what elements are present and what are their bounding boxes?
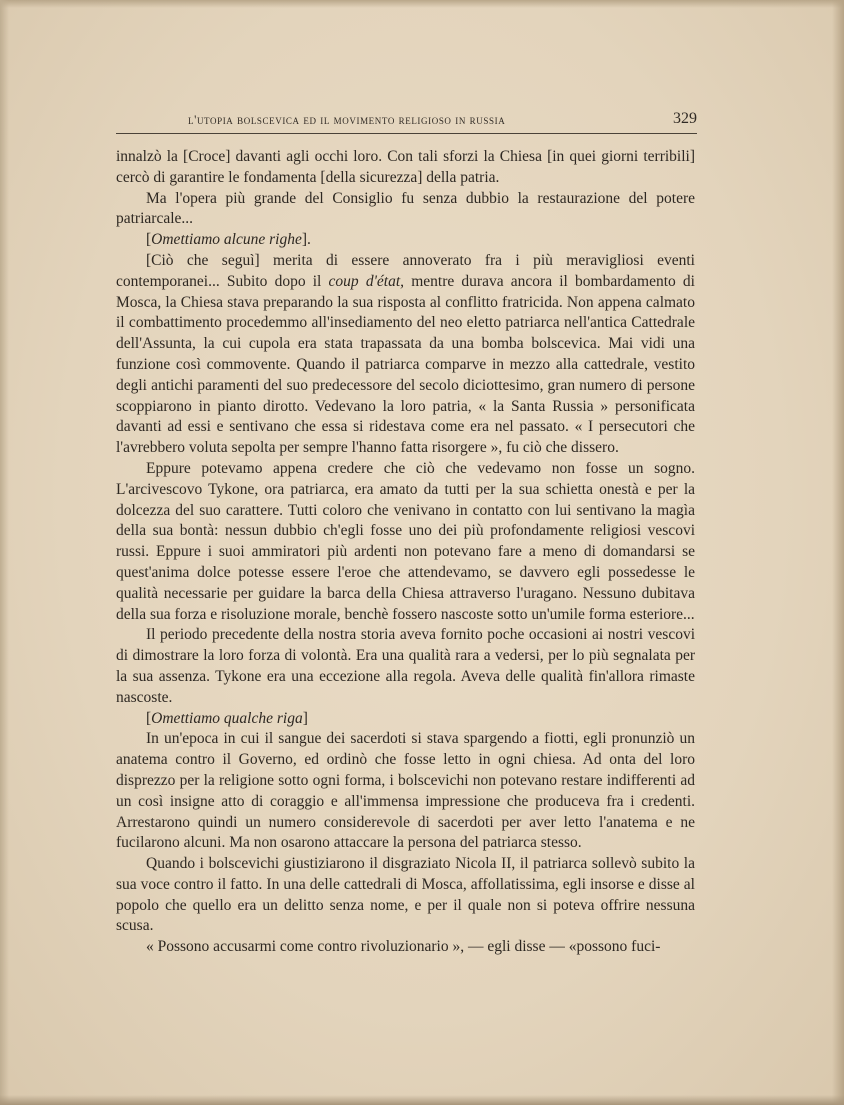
text-run: innalzò la [Croce] davanti agli occhi loro. Con tali sforzi la Chiesa [in quei giorni terribili] cercò di garantire le fondamenta [della sicurezza] della patria. [116, 148, 695, 186]
italic-text: Omettiamo alcune righe [151, 231, 302, 249]
paragraph [116, 459, 695, 625]
italic-text: Omettiamo qualche riga [151, 709, 303, 727]
text-run: [ [146, 231, 152, 249]
page-edge-shadow-left [0, 0, 9, 1105]
text-run: Ma l'opera più grande del Consiglio fu senza dubbio la restaurazione del potere patriarcale... [116, 189, 695, 228]
paragraph [116, 854, 695, 937]
header-rule [116, 133, 697, 134]
paragraph [116, 709, 695, 730]
paragraph [116, 251, 695, 459]
paragraph [116, 937, 695, 958]
text-run: [ [146, 709, 152, 727]
text-run: Eppure potevamo appena credere che ciò che vedevamo non fosse un sogno. L'arcivescovo Tykone, ora patriarca, era amato da tutti per la sua schietta onestà e per la dolcezza del suo carattere. Tutti coloro che venivano in contatto con lui sentivano la magìa della sua bontà: nessun dubbio ch'egli fosse uno dei più profondamente religiosi vescovi russi. Eppure i suoi ammiratori più ardenti non potevano fare a meno di domandarsi se quest'anima dolce potesse essere l'eroe che attendevamo, se davvero egli possedesse le qualità necessarie per guidare la barca della Chiesa attraverso l'uragano. Nessuno dubitava della sua forza e risoluzione morale, benchè fossero nascoste sotto un'umile forma esteriore... [116, 459, 695, 623]
body-text [116, 147, 695, 958]
text-run: ]. [301, 231, 311, 249]
text-run: In un'epoca in cui il sangue dei sacerdoti si stava spargendo a fiotti, egli pronunziò un anatema contro il Governo, ed ordinò che fosse letto in ogni chiesa. Ad onta del loro disprezzo per la religione sotto ogni forma, i bolscevichi non potevano restare indifferenti ad un così insigne atto di coraggio e all'immensa impressione che produceva fra i credenti. Arrestarono quindi un numero considerevole di sacerdoti per aver letto l'anatema e ne fucilarono alcuni. Ma non osarono attaccare la persona del patriarca stesso. [116, 730, 695, 852]
running-title: l'utopia bolscevica ed il movimento religioso in russia [188, 113, 506, 127]
page-edge-shadow-right [832, 0, 844, 1105]
paragraph [116, 625, 695, 708]
text-run: mentre durava ancora il bombardamento di Mosca, la Chiesa stava preparando la sua risposta al conflitto fratricida. Non appena calmato il combattimento procedemmo all'insediamento del neo eletto patriarca nell'antica Cattedrale dell'Assunta, la cui cupola era stata trapassata da una bomba bolscevica. Mai vidi una funzione così commovente. Quando il patriarca comparve in mezzo alla cattedrale, vestito degli antichi paramenti del suo predecessore del secolo diciottesimo, gran numero di persone scoppiarono in pianto dirotto. Vedevano la loro patria, « la Santa Russia » personificata davanti ad essi e sentivano che essa si ridestava come era nel passato. « I persecutori che l'avrebbero voluta sepolta per sempre l'hanno fatta risorgere », fu ciò che dissero. [116, 272, 695, 457]
paragraph [116, 189, 695, 231]
text-run: « Possono accusarmi come contro rivoluzionario », — egli disse — «possono fuci- [146, 938, 661, 956]
italic-text: coup d'état, [328, 272, 405, 290]
paragraph [116, 729, 695, 854]
page-number: 329 [673, 110, 697, 127]
text-run: ] [302, 709, 308, 727]
paragraph [116, 147, 695, 189]
page-edge-shadow-top [0, 0, 844, 8]
text-run: Il periodo precedente della nostra storia aveva fornito poche occasioni ai nostri vescovi di dimostrare la loro forza di volontà. Era una qualità rara a vedersi, per lo più segnalata per la sua assenza. Tykone era una eccezione alla regola. Aveva delle qualità fin'allora rimaste nascoste. [116, 626, 695, 706]
text-run: [Ciò che seguì] merita di essere annoverato fra i più meravigliosi eventi contemporanei... Subito dopo il [116, 251, 695, 290]
paragraph [116, 230, 695, 251]
running-head [116, 110, 697, 132]
text-run: Quando i bolscevichi giustiziarono il disgraziato Nicola II, il patriarca sollevò subito la sua voce contro il fatto. In una delle cattedrali di Mosca, affollatissima, egli insorse e disse al popolo che quello era un delitto senza nome, e per il quale non si poteva offrire nessuna scusa. [116, 855, 695, 935]
page-edge-shadow-bottom [0, 1095, 844, 1105]
